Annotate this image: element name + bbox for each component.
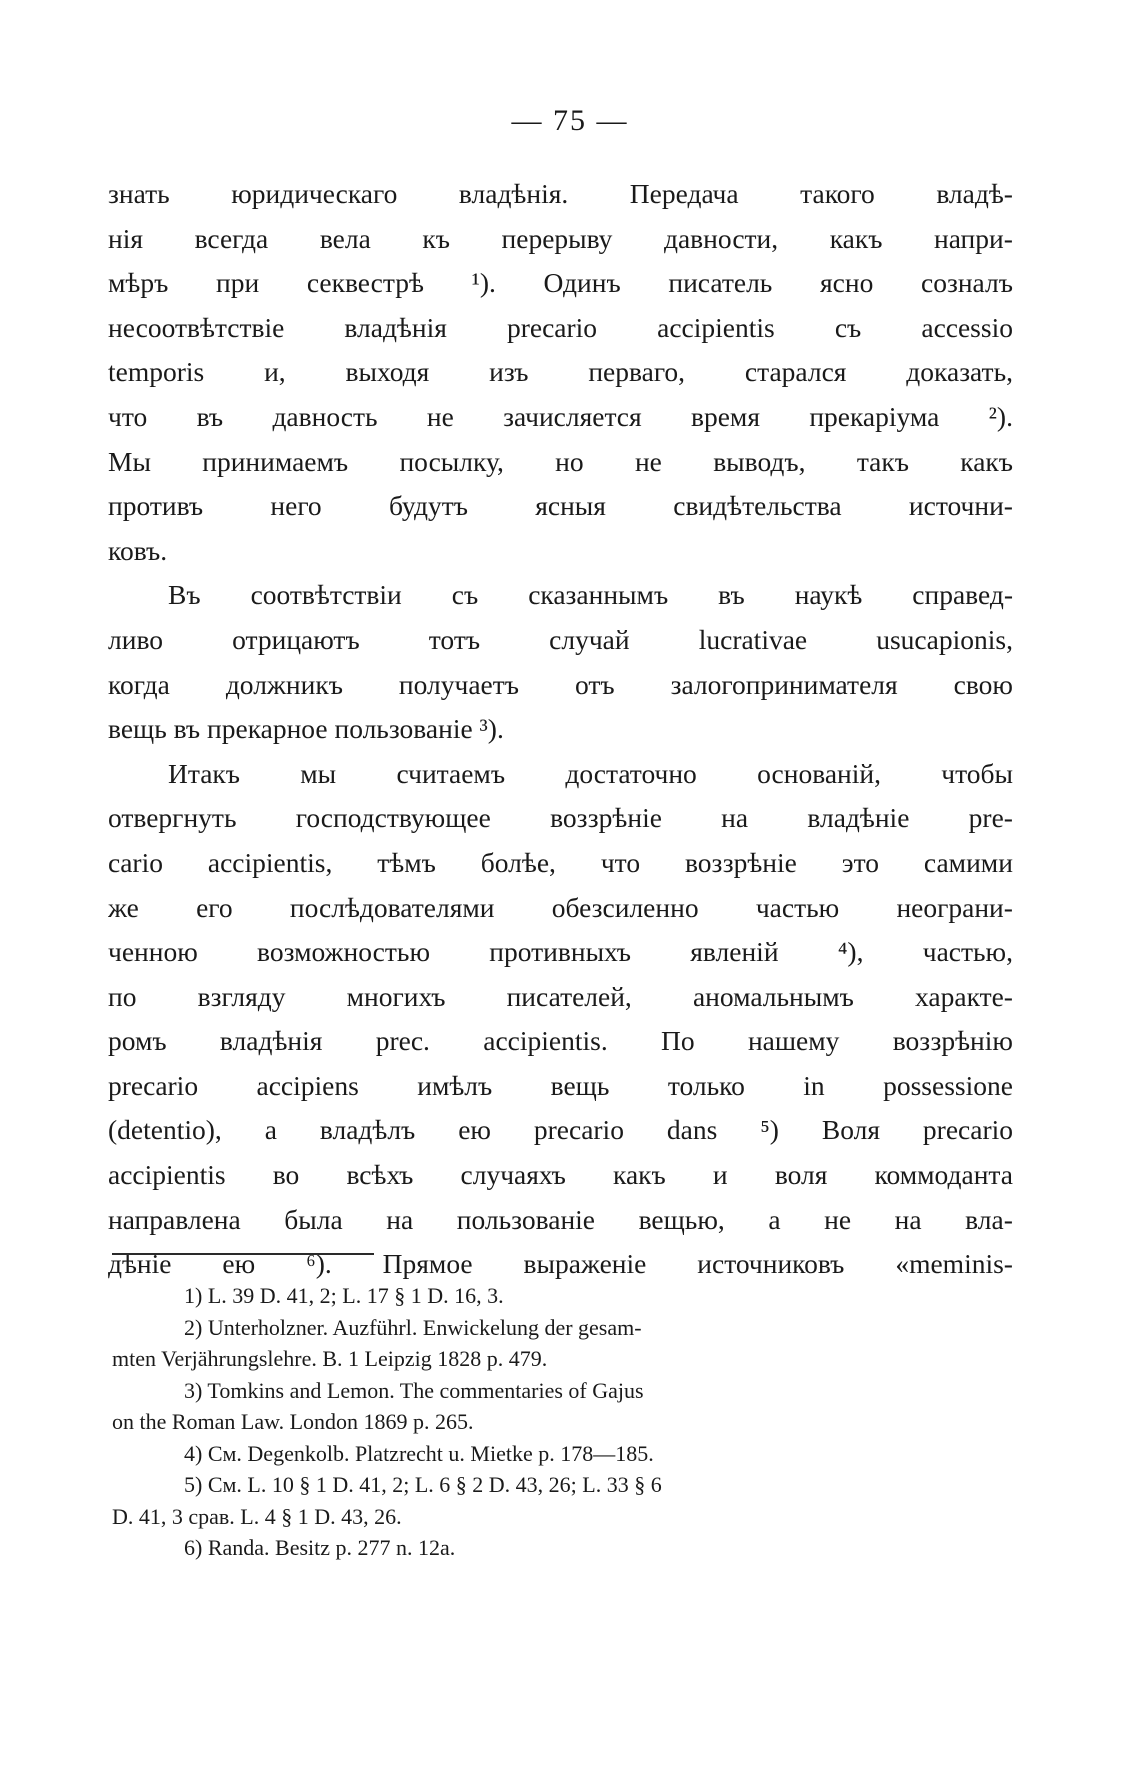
word: вещь	[550, 1069, 610, 1101]
word: ⁴),	[837, 936, 864, 968]
word: принимаемъ	[202, 445, 349, 477]
word: Итакъ	[168, 757, 240, 789]
word: ²).	[988, 400, 1013, 432]
word: ⁶).	[306, 1248, 332, 1280]
word: на	[386, 1203, 414, 1235]
word: что	[600, 846, 641, 878]
word: созналъ	[921, 267, 1013, 299]
word: usucapionis,	[876, 623, 1013, 655]
justified-line	[108, 1198, 1013, 1243]
word: же	[108, 891, 139, 923]
word: Прямое	[382, 1248, 473, 1280]
body-line: ковъ.	[108, 534, 168, 566]
justified-line	[108, 1019, 1013, 1064]
word: и	[712, 1159, 728, 1191]
word: частью,	[922, 936, 1013, 968]
word: а	[264, 1114, 277, 1146]
body-line	[108, 1198, 1013, 1243]
word: выходя	[345, 356, 430, 388]
justified-line	[108, 886, 1013, 931]
word: изъ	[489, 356, 529, 388]
word: ею	[222, 1248, 256, 1280]
word: precario	[922, 1114, 1013, 1146]
word: ченною	[108, 936, 198, 968]
word: не	[634, 445, 662, 477]
justified-line	[108, 1153, 1013, 1198]
word: владѣнія	[219, 1025, 323, 1057]
word: случаяхъ	[460, 1159, 566, 1191]
word: какъ	[829, 222, 883, 254]
word: владѣнія	[344, 311, 447, 343]
justified-line	[108, 484, 1013, 529]
word: его	[196, 891, 233, 923]
word: свидѣтельства	[673, 490, 842, 522]
justified-line	[108, 172, 1013, 217]
body-line	[108, 663, 1013, 708]
word: отвергнуть	[108, 802, 237, 834]
word: достаточно	[565, 757, 697, 789]
word: юридическаго	[231, 178, 398, 209]
word: знать	[108, 178, 170, 209]
word: возможностью	[257, 936, 430, 968]
footnote: 5) См. L. 10 § 1 D. 41, 2; L. 6 § 2 D. 43, 26; L. 33 § 6	[184, 1472, 662, 1497]
word: прекаріума	[809, 400, 940, 432]
word: temporis	[108, 356, 205, 388]
word: обезсиленно	[551, 891, 699, 923]
word: основаній,	[757, 757, 881, 789]
body-line	[108, 261, 1013, 306]
word: болѣе,	[480, 846, 556, 878]
word: залогопринимателя	[670, 668, 898, 700]
body-line	[108, 172, 1013, 217]
footnote: 1) L. 39 D. 41, 2; L. 17 § 1 D. 16, 3.	[184, 1283, 504, 1308]
word: аномальнымъ	[692, 980, 854, 1012]
word: cario	[108, 846, 163, 878]
word: послѣдователями	[289, 891, 495, 923]
word: воззрѣніе	[550, 802, 662, 834]
word: зачисляется	[503, 400, 642, 432]
word: такого	[800, 178, 875, 209]
word: Одинъ	[543, 267, 621, 299]
word: accipientis.	[483, 1025, 608, 1057]
word: ею	[458, 1114, 491, 1146]
word: сказаннымъ	[528, 579, 669, 611]
word: всѣхъ	[346, 1159, 414, 1191]
justified-line	[108, 1064, 1013, 1109]
word: (detentio),	[108, 1114, 222, 1146]
word: ромъ	[108, 1025, 167, 1057]
footnote: mten Verjährungslehre. B. 1 Leipzig 1828 p. 479.	[112, 1346, 548, 1371]
word: вещью,	[638, 1203, 725, 1235]
word: многихъ	[346, 980, 446, 1012]
word: ясныя	[535, 490, 606, 522]
justified-line	[168, 752, 1013, 797]
word: но	[555, 445, 584, 477]
word: въ	[196, 400, 224, 432]
word: имѣлъ	[417, 1069, 493, 1101]
word: неограни-	[896, 891, 1013, 923]
word: чтобы	[941, 757, 1013, 789]
word: время	[690, 400, 760, 432]
word: несоотвѣтствіе	[108, 311, 285, 343]
word: dans	[666, 1114, 718, 1146]
justified-line	[108, 841, 1013, 886]
word: владѣлъ	[319, 1114, 416, 1146]
word: свою	[953, 668, 1013, 700]
word: только	[667, 1069, 745, 1101]
word: направлена	[108, 1203, 241, 1235]
body-line	[108, 395, 1013, 440]
word: считаемъ	[396, 757, 506, 789]
word: всегда	[194, 222, 269, 254]
body-line	[108, 841, 1013, 886]
footnote: on the Roman Law. London 1869 p. 265.	[112, 1409, 474, 1434]
word: Воля	[821, 1114, 880, 1146]
word: къ	[422, 222, 450, 254]
word: и,	[264, 356, 286, 388]
word: съ	[834, 311, 862, 343]
word: pre-	[968, 802, 1013, 834]
word: нія	[108, 222, 144, 254]
word: prec.	[375, 1025, 430, 1057]
word: источниковъ	[697, 1248, 845, 1280]
word: на	[721, 802, 749, 834]
word: это	[841, 846, 879, 878]
word: характе-	[915, 980, 1013, 1012]
word: тотъ	[428, 623, 481, 655]
word: lucrativae	[698, 623, 808, 655]
word: съ	[451, 579, 479, 611]
word: воззрѣнію	[892, 1025, 1013, 1057]
word: справед-	[912, 579, 1013, 611]
justified-line	[108, 796, 1013, 841]
word: in	[803, 1069, 825, 1101]
word: должникъ	[225, 668, 343, 700]
word: выраженіе	[523, 1248, 647, 1280]
word: источни-	[908, 490, 1013, 522]
body-line	[108, 217, 1013, 262]
word: секвестрѣ	[306, 267, 424, 299]
word: будутъ	[388, 490, 468, 522]
word: него	[270, 490, 322, 522]
word: когда	[108, 668, 170, 700]
body-line	[108, 484, 1013, 529]
word: писатель	[668, 267, 773, 299]
word: наукѣ	[794, 579, 863, 611]
body-line	[108, 573, 1013, 618]
word: какъ	[613, 1159, 666, 1191]
word: ясно	[820, 267, 874, 299]
word: давность	[272, 400, 378, 432]
justified-line	[108, 395, 1013, 440]
page-number: — 75 —	[511, 104, 629, 137]
word: коммоданта	[874, 1159, 1013, 1191]
word: вела	[319, 222, 371, 254]
word: владѣнія.	[458, 178, 569, 209]
footnote-divider	[112, 1253, 374, 1255]
footnotes	[112, 1280, 912, 1564]
body-line	[108, 440, 1013, 485]
word: «meminis-	[895, 1248, 1013, 1280]
word: случай	[549, 623, 630, 655]
word: ливо	[108, 623, 163, 655]
body-line	[108, 1108, 1013, 1153]
body-line	[108, 1019, 1013, 1064]
word: дѣніе	[108, 1248, 172, 1280]
word: соотвѣтствіи	[250, 579, 402, 611]
word: давности,	[663, 222, 779, 254]
word: явленій	[690, 936, 779, 968]
justified-line	[168, 573, 1013, 618]
word: посылку,	[399, 445, 504, 477]
word: владѣніе	[807, 802, 910, 834]
word: воля	[774, 1159, 828, 1191]
word: во	[272, 1159, 300, 1191]
word: ⁵)	[760, 1114, 779, 1146]
justified-line	[108, 217, 1013, 262]
word: precario	[108, 1069, 199, 1101]
word: ¹).	[471, 267, 496, 299]
justified-line	[108, 1108, 1013, 1153]
word: въ	[718, 579, 745, 611]
word: что	[108, 400, 148, 432]
word: тѣмъ	[377, 846, 436, 878]
word: перерыву	[501, 222, 613, 254]
body-line	[108, 975, 1013, 1020]
justified-line	[108, 261, 1013, 306]
body-line	[108, 930, 1013, 975]
word: при	[215, 267, 260, 299]
word: accessio	[921, 311, 1013, 343]
body-line	[108, 796, 1013, 841]
word: взгляду	[197, 980, 286, 1012]
word: такъ	[856, 445, 909, 477]
word: доказать,	[906, 356, 1013, 388]
word: нашему	[747, 1025, 840, 1057]
justified-line	[108, 306, 1013, 351]
justified-line	[108, 440, 1013, 485]
word: accipientis	[657, 311, 775, 343]
word: старался	[744, 356, 847, 388]
word: воззрѣніе	[685, 846, 797, 878]
word: была	[284, 1203, 343, 1235]
word: господствующее	[295, 802, 491, 834]
word: выводъ,	[713, 445, 806, 477]
word: precario	[533, 1114, 624, 1146]
word: а	[768, 1203, 781, 1235]
word: напри-	[934, 222, 1013, 254]
word: на	[894, 1203, 922, 1235]
word: Мы	[108, 445, 151, 477]
word: противныхъ	[489, 936, 631, 968]
body-line	[108, 306, 1013, 351]
word: Въ	[168, 579, 201, 611]
word: какъ	[960, 445, 1013, 477]
word: частью	[755, 891, 840, 923]
body-line	[108, 618, 1013, 663]
word: пользованіе	[456, 1203, 596, 1235]
justified-line	[108, 350, 1013, 395]
word: отрицаютъ	[232, 623, 360, 655]
word: мѣръ	[108, 267, 169, 299]
body-line: вещь въ прекарное пользованіе ³).	[108, 713, 504, 745]
word: Передача	[629, 178, 739, 209]
body-line	[108, 1153, 1013, 1198]
body-line	[108, 1064, 1013, 1109]
body-line	[108, 752, 1013, 797]
word: precario	[506, 311, 598, 343]
justified-line	[108, 930, 1013, 975]
word: писателей,	[506, 980, 632, 1012]
word: accipientis,	[207, 846, 333, 878]
body-line	[108, 886, 1013, 931]
word: мы	[300, 757, 337, 789]
footnote: 6) Randa. Besitz p. 277 n. 12a.	[184, 1535, 456, 1560]
word: possessione	[883, 1069, 1013, 1101]
justified-line	[108, 975, 1013, 1020]
word: самими	[923, 846, 1013, 878]
word: accipientis	[108, 1159, 226, 1191]
footnote: 2) Unterholzner. Auzführl. Enwickelung der gesam-	[184, 1314, 642, 1340]
justified-line	[108, 618, 1013, 663]
word: получаетъ	[398, 668, 519, 700]
footnote: D. 41, 3 срав. L. 4 § 1 D. 43, 26.	[112, 1503, 402, 1529]
body-text	[108, 172, 1013, 1287]
word: противъ	[108, 490, 204, 522]
word: accipiens	[256, 1069, 359, 1101]
footnote: 3) Tomkins and Lemon. The commentaries of Gajus	[184, 1377, 644, 1403]
word: не	[824, 1203, 852, 1235]
word: вла-	[965, 1203, 1013, 1235]
justified-line	[108, 663, 1013, 708]
word: По	[661, 1025, 695, 1057]
word: отъ	[574, 668, 615, 700]
word: владѣ-	[936, 178, 1013, 209]
word: перваго,	[588, 356, 686, 388]
footnote: 4) См. Degenkolb. Platzrecht u. Mietke p. 178—185.	[184, 1440, 654, 1466]
word: не	[426, 400, 454, 432]
word: по	[108, 980, 137, 1012]
body-line	[108, 350, 1013, 395]
